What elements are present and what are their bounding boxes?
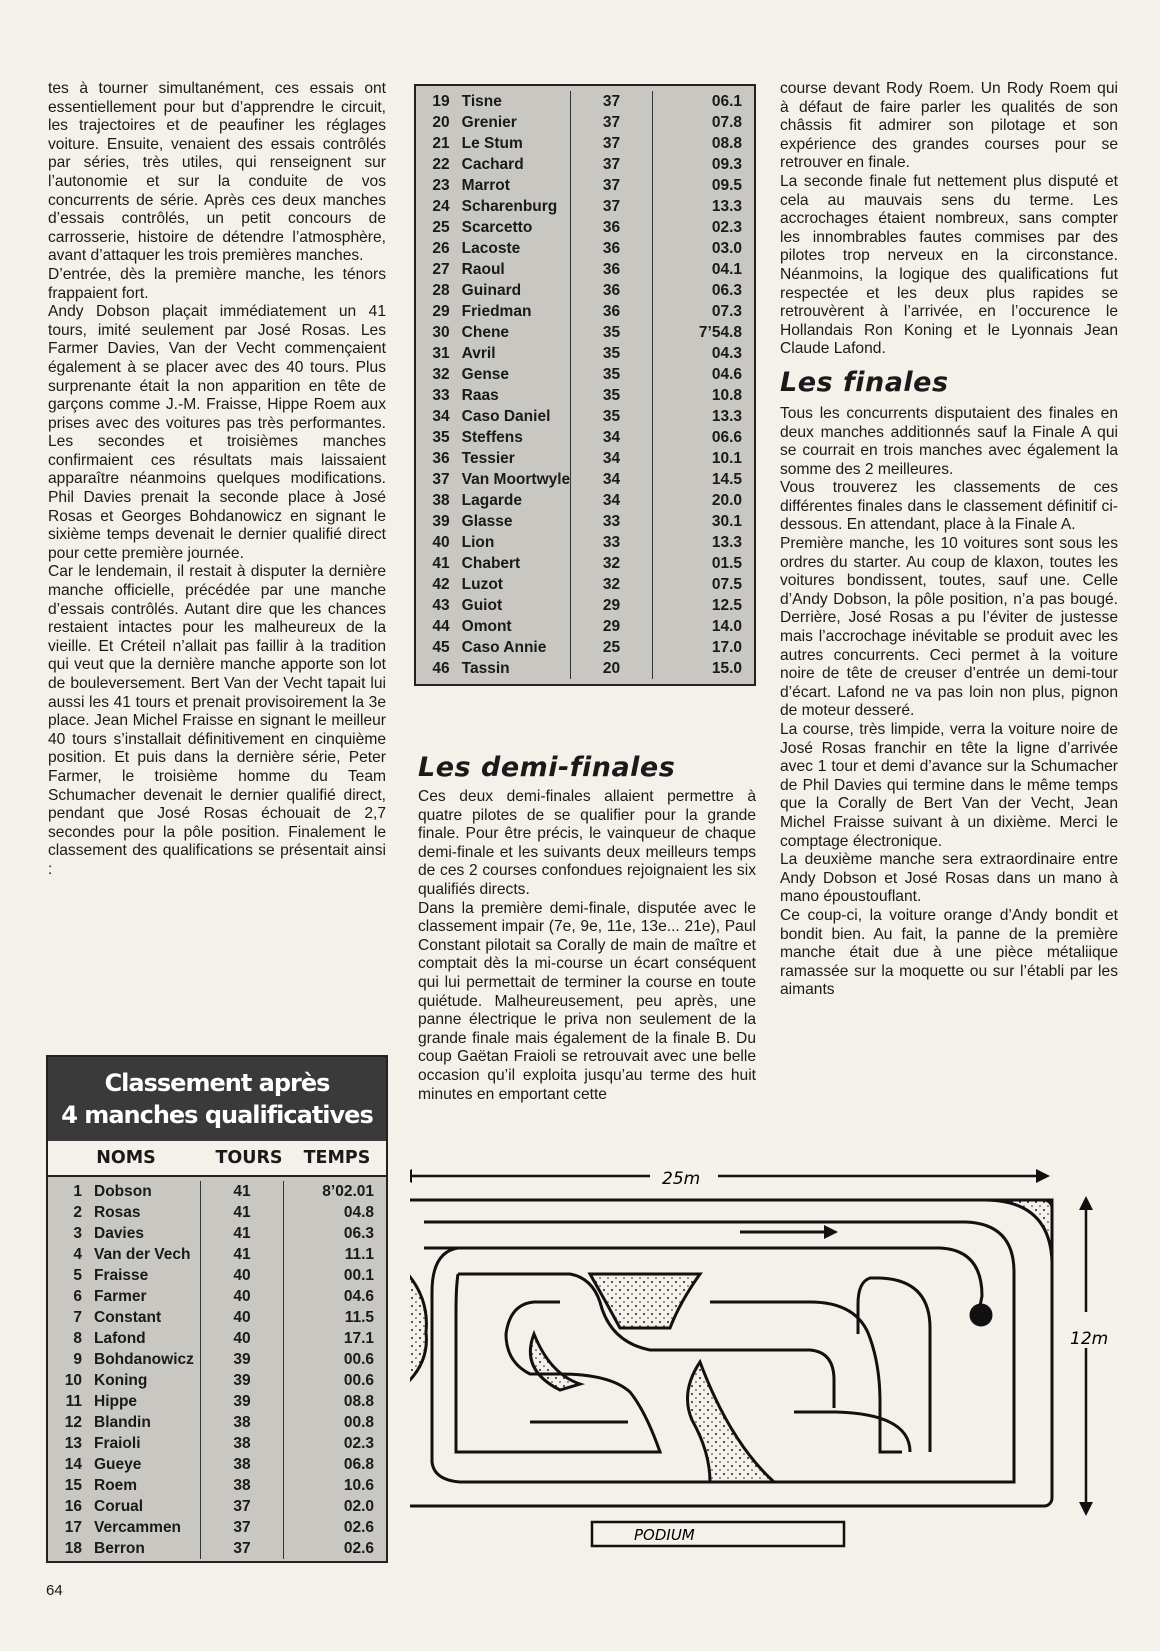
temps-cell: 08.8: [711, 135, 742, 152]
rank-cell: 18: [64, 1540, 82, 1557]
tours-cell: 34: [571, 448, 653, 469]
table-row: [416, 322, 754, 343]
temps-cell: 13.3: [711, 534, 742, 551]
tours-cell: 37: [201, 1496, 284, 1517]
name-cell: Scarcetto: [461, 219, 533, 236]
name-cell: Blandin: [94, 1414, 151, 1431]
tours-cell: 32: [571, 553, 653, 574]
name-cell: Fraioli: [94, 1435, 141, 1452]
temps-cell: 09.5: [711, 177, 742, 194]
tours-cell: 32: [571, 574, 653, 595]
rank-cell: 30: [432, 324, 450, 341]
ranking-table-continued: [414, 84, 756, 686]
temps-cell: 12.5: [711, 597, 742, 614]
rank-cell: 35: [432, 429, 450, 446]
temps-cell: 06.3: [343, 1225, 374, 1242]
tours-cell: 35: [571, 385, 653, 406]
temps-cell: 02.0: [343, 1498, 374, 1515]
podium-label: PODIUM: [634, 1526, 695, 1544]
table-row: [416, 553, 754, 574]
table-row: [416, 280, 754, 301]
name-cell: Scharenburg: [461, 198, 558, 215]
width-label: 25m: [662, 1169, 701, 1189]
rank-cell: 20: [432, 114, 450, 131]
tours-cell: 33: [571, 511, 653, 532]
name-cell: Avril: [461, 345, 496, 362]
ranking-table-body: [48, 1181, 386, 1559]
name-cell: Dobson: [94, 1183, 152, 1200]
rank-cell: 46: [432, 660, 450, 677]
temps-cell: 06.3: [711, 282, 742, 299]
table-row: [416, 637, 754, 658]
tours-cell: 39: [201, 1391, 284, 1412]
rank-cell: 19: [432, 93, 450, 110]
table-row: [48, 1517, 386, 1538]
rank-cell: 3: [73, 1225, 82, 1242]
temps-cell: 04.8: [343, 1204, 374, 1221]
section-heading-finales: Les finales: [780, 366, 949, 398]
name-cell: Lafond: [94, 1330, 146, 1347]
temps-cell: 07.5: [711, 576, 742, 593]
tours-cell: 41: [201, 1223, 284, 1244]
paragraph: Ces deux demi-finales allaient permettre à quatre pilotes de se qualifier pour la grande finale. Pour être précis, le vainqueur de chaque demi-finale et les suivants deux meilleurs temps de ces 2 courses confondues rejoignaient les six qualifiés directs.: [418, 788, 756, 898]
temps-cell: 30.1: [711, 513, 742, 530]
table-row: [416, 574, 754, 595]
table-row: [416, 364, 754, 385]
rank-cell: 16: [64, 1498, 82, 1515]
rank-cell: 8: [73, 1330, 82, 1347]
tours-cell: 34: [571, 469, 653, 490]
tours-cell: 38: [201, 1433, 284, 1454]
name-cell: Koning: [94, 1372, 148, 1389]
temps-cell: 02.3: [711, 219, 742, 236]
rank-cell: 42: [432, 576, 450, 593]
tours-cell: 36: [571, 280, 653, 301]
table-row: [416, 238, 754, 259]
rank-cell: 15: [64, 1477, 82, 1494]
rank-cell: 28: [432, 282, 450, 299]
rank-cell: 1: [73, 1183, 82, 1200]
temps-cell: 17.0: [711, 639, 742, 656]
name-cell: Farmer: [94, 1288, 147, 1305]
table-row: [416, 469, 754, 490]
rank-cell: 34: [432, 408, 450, 425]
rank-cell: 17: [64, 1519, 82, 1536]
rank-cell: 10: [64, 1372, 82, 1389]
temps-cell: 11.1: [344, 1246, 374, 1263]
name-cell: Caso Daniel: [461, 408, 551, 425]
tours-cell: 20: [571, 658, 653, 679]
name-cell: Tassin: [461, 660, 510, 677]
table-row: [416, 595, 754, 616]
rank-cell: 44: [432, 618, 450, 635]
temps-cell: 02.6: [343, 1519, 374, 1536]
table-row: [416, 616, 754, 637]
temps-cell: 06.1: [711, 93, 742, 110]
table-row: [48, 1181, 386, 1202]
name-cell: Le Stum: [461, 135, 523, 152]
tours-cell: 39: [201, 1370, 284, 1391]
table-header-row: [48, 1141, 386, 1177]
rank-cell: 41: [432, 555, 450, 572]
name-cell: Caso Annie: [461, 639, 547, 656]
tours-cell: 35: [571, 322, 653, 343]
table-title-line-2: 4 manches qualificatives: [61, 1101, 373, 1129]
temps-cell: 00.6: [343, 1372, 374, 1389]
table-row: [48, 1244, 386, 1265]
table-row: [416, 217, 754, 238]
table-row: [48, 1286, 386, 1307]
rank-cell: 31: [432, 345, 450, 362]
table-row: [48, 1307, 386, 1328]
rank-cell: 11: [65, 1393, 82, 1410]
name-cell: Roem: [94, 1477, 138, 1494]
tours-cell: 29: [571, 616, 653, 637]
paragraph: Tous les concurrents disputaient des finales en deux manches additionnés sauf la Finale A qui se courrait en trois manches avec également la somme des 2 meilleures.: [780, 404, 1118, 478]
width-dimension-arrow: [410, 1169, 1050, 1183]
rank-cell: 5: [73, 1267, 82, 1284]
name-cell: Gueye: [94, 1456, 142, 1473]
paragraph: Première manche, les 10 voitures sont sous les ordres du starter. Au coup de klaxon, toutes les voitures bondissent, toutes, sauf une. Celle d’Andy Dobson, la pôle position, n’a pas bougé. Derrière, José Rosas a pu l’éviter de justesse mais l’accrochage inévitable se produit avec les autres concurrents. Ceci permet à la voiture noire de tête de creuser d’entrée un demi-tour d’écart. Lafond ne va pas loin non plus, pignon de moteur desseré.: [780, 535, 1118, 720]
name-cell: Marrot: [461, 177, 510, 194]
rank-cell: 27: [432, 261, 450, 278]
tours-cell: 37: [201, 1538, 284, 1559]
rank-cell: 33: [432, 387, 450, 404]
paragraph: La seconde finale fut nettement plus disputé et cela au mauvais sens du terme. Les accrochages étaient nombreux, sans compter les innombrables fautes commises par des pilotes trop nerveux en la circonstance. Néanmoins, la logique des qualifications fut respectée et les deux plus rapides se retrouvèrent à l’arrivée, en l’occurence le Hollandais Ron Koning et le Lyonnais Jean Claude Lafond.: [780, 172, 1118, 358]
tours-cell: 37: [571, 133, 653, 154]
tours-cell: 35: [571, 364, 653, 385]
rank-cell: 7: [73, 1309, 82, 1326]
name-cell: Steffens: [461, 429, 523, 446]
tours-cell: 37: [571, 154, 653, 175]
paragraph: La deuxième manche sera extraordinaire entre Andy Dobson et José Rosas dans un mano à mano époustouflant.: [780, 851, 1118, 906]
tours-cell: 35: [571, 406, 653, 427]
paragraph: Andy Dobson plaçait immédiatement un 41 tours, imité seulement par José Rosas. Les Farmer Davies, Van der Vecht commençaient également à se placer avec des 40 tours. Plus surprenante était la non apparition en tête de garçons comme J.-M. Fraisse, Hippe Roem aux prises avec des voitures pas très performantes. Les secondes et troisièmes manches confirmaient ces résultats mais laissaient apparaître néanmoins quelques modifications. Phil Davies prenait la seconde place à José Rosas et Georges Bohdanowicz en signant le sixième temps devenait le dernier qualifié direct pour cette première journée.: [48, 303, 386, 562]
table-row: [416, 112, 754, 133]
paragraph: Dans la première demi-finale, disputée avec le classement impair (7e, 9e, 11e, 13e... 21e), Paul Constant pilotait sa Corally de main de maître et comptait dès la mi-course un écart conséquent qui lui permettait de terminer la course en toute quiétude. Malheureusement, peu après, une panne électrique le priva non seulement de la grande finale mais également de la finale B. Du coup Gaëtan Fraioli se retrouvait avec une belle occasion qu’il exploita jusqu’au terme des huit minutes en emportant cette: [418, 899, 756, 1103]
rank-cell: 13: [64, 1435, 82, 1452]
temps-cell: 00.8: [343, 1414, 374, 1431]
rank-cell: 36: [432, 450, 450, 467]
tours-cell: 38: [201, 1412, 284, 1433]
tours-cell: 36: [571, 217, 653, 238]
name-cell: Constant: [94, 1309, 162, 1326]
temps-cell: 04.3: [711, 345, 742, 362]
name-cell: Rosas: [94, 1204, 141, 1221]
temps-cell: 17.1: [343, 1330, 374, 1347]
temps-cell: 04.6: [711, 366, 742, 383]
tours-cell: 41: [201, 1181, 284, 1202]
temps-cell: 07.8: [711, 114, 742, 131]
temps-cell: 10.1: [711, 450, 742, 467]
name-cell: Van der Vech: [94, 1246, 191, 1263]
rank-cell: 32: [432, 366, 450, 383]
column-header-noms: NOMS: [96, 1148, 156, 1168]
tours-cell: 33: [571, 532, 653, 553]
name-cell: Lacoste: [461, 240, 521, 257]
ranking-table: [46, 1055, 388, 1563]
tours-cell: 40: [201, 1286, 284, 1307]
article-column-3: [780, 80, 1118, 1000]
tours-cell: 40: [201, 1265, 284, 1286]
rank-cell: 37: [432, 471, 450, 488]
temps-cell: 02.6: [343, 1540, 374, 1557]
name-cell: Cachard: [461, 156, 524, 173]
temps-cell: 13.3: [711, 408, 742, 425]
section-heading-demi-finales: Les demi-finales: [418, 752, 676, 783]
table-row: [416, 133, 754, 154]
temps-cell: 09.3: [711, 156, 742, 173]
temps-cell: 00.1: [343, 1267, 374, 1284]
temps-cell: 14.5: [711, 471, 742, 488]
table-row: [48, 1412, 386, 1433]
temps-cell: 10.6: [343, 1477, 374, 1494]
table-row: [416, 406, 754, 427]
temps-cell: 02.3: [343, 1435, 374, 1452]
paragraph: Car le lendemain, il restait à disputer la dernière manche officielle, précédée par une manche d’essais contrôlés. Autant dire que les chances restaient intactes pour les malheureux de la vieille. Et Créteil n’allait pas faillir à la tradition qui veut que la dernière manche apporte son lot de bouleversement. Bert Van der Vecht tapait lui aussi les 41 tours et prenait provisoirement la 3e place. Jean Michel Fraisse en signant le meilleur 40 tours s’installait définitivement en cinquième position. Et puis dans la dernière série, Peter Farmer, le troisième homme du Team Schumacher devenait le dernier qualifié direct, pendant que José Rosas échouait de 2,7 secondes pour la pôle position. Finalement le classement des qualifications se présentait ainsi :: [48, 563, 386, 878]
name-cell: Glasse: [461, 513, 513, 530]
table-title-line-1: Classement après: [104, 1069, 330, 1097]
table-row: [48, 1370, 386, 1391]
name-cell: Gense: [461, 366, 510, 383]
tours-cell: 36: [571, 301, 653, 322]
table-row: [416, 427, 754, 448]
name-cell: Guinard: [461, 282, 522, 299]
track-diagram: [410, 1152, 1120, 1572]
temps-cell: 04.1: [711, 261, 742, 278]
temps-cell: 13.3: [711, 198, 742, 215]
rank-cell: 38: [432, 492, 450, 509]
column-header-temps: TEMPS: [303, 1148, 371, 1168]
podium-box: [592, 1522, 844, 1546]
rank-cell: 4: [73, 1246, 82, 1263]
tours-cell: 37: [201, 1517, 284, 1538]
tours-cell: 35: [571, 343, 653, 364]
track-layout: [410, 1200, 1052, 1506]
temps-cell: 10.8: [711, 387, 742, 404]
name-cell: Raas: [461, 387, 499, 404]
tours-cell: 36: [571, 259, 653, 280]
temps-cell: 7’54.8: [698, 324, 742, 341]
tours-cell: 25: [571, 637, 653, 658]
name-cell: Hippe: [94, 1393, 138, 1410]
temps-cell: 01.5: [711, 555, 742, 572]
paragraph: tes à tourner simultanément, ces essais ont essentiellement pour but d’apprendre le circuit, les trajectoires et de peaufiner les réglages voiture. Ensuite, venaient des essais contrôlés par séries, très utiles, qui renseignent sur l’autonomie et sur la conduite de vos concurrents de série. Après ces deux manches d’essais contrôlés, un petit concours de carrosserie, histoire de détendre l’atmosphère, avant d’attaquer les trois premières manches.: [48, 80, 386, 265]
table-row: [48, 1349, 386, 1370]
ranking-table-body: [416, 91, 754, 679]
rank-cell: 26: [432, 240, 450, 257]
table-row: [416, 658, 754, 679]
rank-cell: 39: [432, 513, 450, 530]
rank-cell: 45: [432, 639, 450, 656]
table-row: [416, 511, 754, 532]
temps-cell: 11.5: [344, 1309, 374, 1326]
table-row: [48, 1496, 386, 1517]
table-row: [48, 1454, 386, 1475]
temps-cell: 06.6: [711, 429, 742, 446]
rank-cell: 9: [73, 1351, 82, 1368]
name-cell: Chabert: [461, 555, 521, 572]
article-column-2: [418, 752, 756, 1104]
table-row: [416, 343, 754, 364]
rank-cell: 22: [432, 156, 450, 173]
tours-cell: 37: [571, 112, 653, 133]
table-row: [416, 196, 754, 217]
temps-cell: 03.0: [711, 240, 742, 257]
tours-cell: 38: [201, 1475, 284, 1496]
table-row: [48, 1265, 386, 1286]
tours-cell: 41: [201, 1202, 284, 1223]
paragraph: Vous trouverez les classements de ces différentes finales dans le classement définitif ci-dessous. En attendant, place à la Finale A.: [780, 479, 1118, 534]
temps-cell: 04.6: [343, 1288, 374, 1305]
name-cell: Tisne: [461, 93, 502, 110]
temps-cell: 00.6: [343, 1351, 374, 1368]
table-title: [48, 1057, 386, 1141]
paragraph: La course, très limpide, verra la voiture noire de José Rosas franchir en tête la ligne d’arrivée avec 1 tour et demi d’avance sur la Schumacher de Phil Davies qui termine dans le même temps que la Corally de Bert Van der Vecht, Jean Michel Fraisse suivant à un dixième. Merci le comptage électronique.: [780, 721, 1118, 850]
temps-cell: 8’02.01: [322, 1183, 374, 1200]
name-cell: Tessier: [461, 450, 515, 467]
name-cell: Davies: [94, 1225, 144, 1242]
rank-cell: 6: [73, 1288, 82, 1305]
table-row: [416, 259, 754, 280]
name-cell: Chene: [461, 324, 510, 341]
tours-cell: 29: [571, 595, 653, 616]
table-row: [48, 1223, 386, 1244]
table-row: [48, 1475, 386, 1496]
height-label: 12m: [1070, 1329, 1109, 1349]
temps-cell: 14.0: [711, 618, 742, 635]
table-row: [416, 154, 754, 175]
tours-cell: 38: [201, 1454, 284, 1475]
tours-cell: 34: [571, 427, 653, 448]
table-row: [48, 1202, 386, 1223]
tours-cell: 40: [201, 1328, 284, 1349]
name-cell: Van Moortwyle: [461, 471, 571, 488]
name-cell: Luzot: [461, 576, 503, 593]
table-row: [416, 532, 754, 553]
name-cell: Lagarde: [461, 492, 522, 509]
temps-cell: 07.3: [711, 303, 742, 320]
tours-cell: 36: [571, 238, 653, 259]
table-row: [48, 1328, 386, 1349]
page-number: 64: [46, 1582, 63, 1599]
table-row: [416, 301, 754, 322]
tours-cell: 37: [571, 175, 653, 196]
rank-cell: 23: [432, 177, 450, 194]
name-cell: Bohdanowicz: [94, 1351, 194, 1368]
rank-cell: 29: [432, 303, 450, 320]
paragraph: D’entrée, dès la première manche, les ténors frappaient fort.: [48, 265, 386, 302]
name-cell: Guiot: [461, 597, 503, 614]
table-row: [48, 1433, 386, 1454]
temps-cell: 08.8: [343, 1393, 374, 1410]
table-row: [416, 448, 754, 469]
name-cell: Corual: [94, 1498, 144, 1515]
temps-cell: 20.0: [711, 492, 742, 509]
column-header-tours: TOURS: [215, 1148, 283, 1168]
rank-cell: 21: [432, 135, 450, 152]
table-row: [48, 1538, 386, 1559]
name-cell: Raoul: [461, 261, 505, 278]
paragraph: course devant Rody Roem. Un Rody Roem qui à défaut de faire parler les qualités de son châssis fit admirer son pilotage et son expérience des grandes courses pour se retrouver en finale.: [780, 80, 1118, 172]
name-cell: Omont: [461, 618, 512, 635]
temps-cell: 06.8: [343, 1456, 374, 1473]
height-dimension-arrow: [1079, 1196, 1093, 1516]
name-cell: Berron: [94, 1540, 145, 1557]
article-column-1: [48, 80, 386, 880]
table-row: [416, 385, 754, 406]
name-cell: Vercammen: [94, 1519, 182, 1536]
rank-cell: 14: [64, 1456, 82, 1473]
rank-cell: 43: [432, 597, 450, 614]
paragraph: Ce coup-ci, la voiture orange d’Andy bondit et bondit bien. Au fait, la panne de la première manche était due à une pièce métaliique ramassée sur la moquette ou sur l’établi par les aimants: [780, 906, 1118, 999]
table-row: [416, 175, 754, 196]
rank-cell: 2: [73, 1204, 82, 1221]
tours-cell: 37: [571, 91, 653, 112]
tours-cell: 40: [201, 1307, 284, 1328]
rank-cell: 24: [432, 198, 450, 215]
tours-cell: 41: [201, 1244, 284, 1265]
table-row: [416, 91, 754, 112]
temps-cell: 15.0: [711, 660, 742, 677]
rank-cell: 25: [432, 219, 450, 236]
rank-cell: 40: [432, 534, 450, 551]
name-cell: Lion: [461, 534, 495, 551]
table-row: [48, 1391, 386, 1412]
name-cell: Friedman: [461, 303, 532, 320]
name-cell: Fraisse: [94, 1267, 149, 1284]
rank-cell: 12: [64, 1414, 82, 1431]
name-cell: Grenier: [461, 114, 517, 131]
tours-cell: 34: [571, 490, 653, 511]
tours-cell: 37: [571, 196, 653, 217]
table-row: [416, 490, 754, 511]
tours-cell: 39: [201, 1349, 284, 1370]
